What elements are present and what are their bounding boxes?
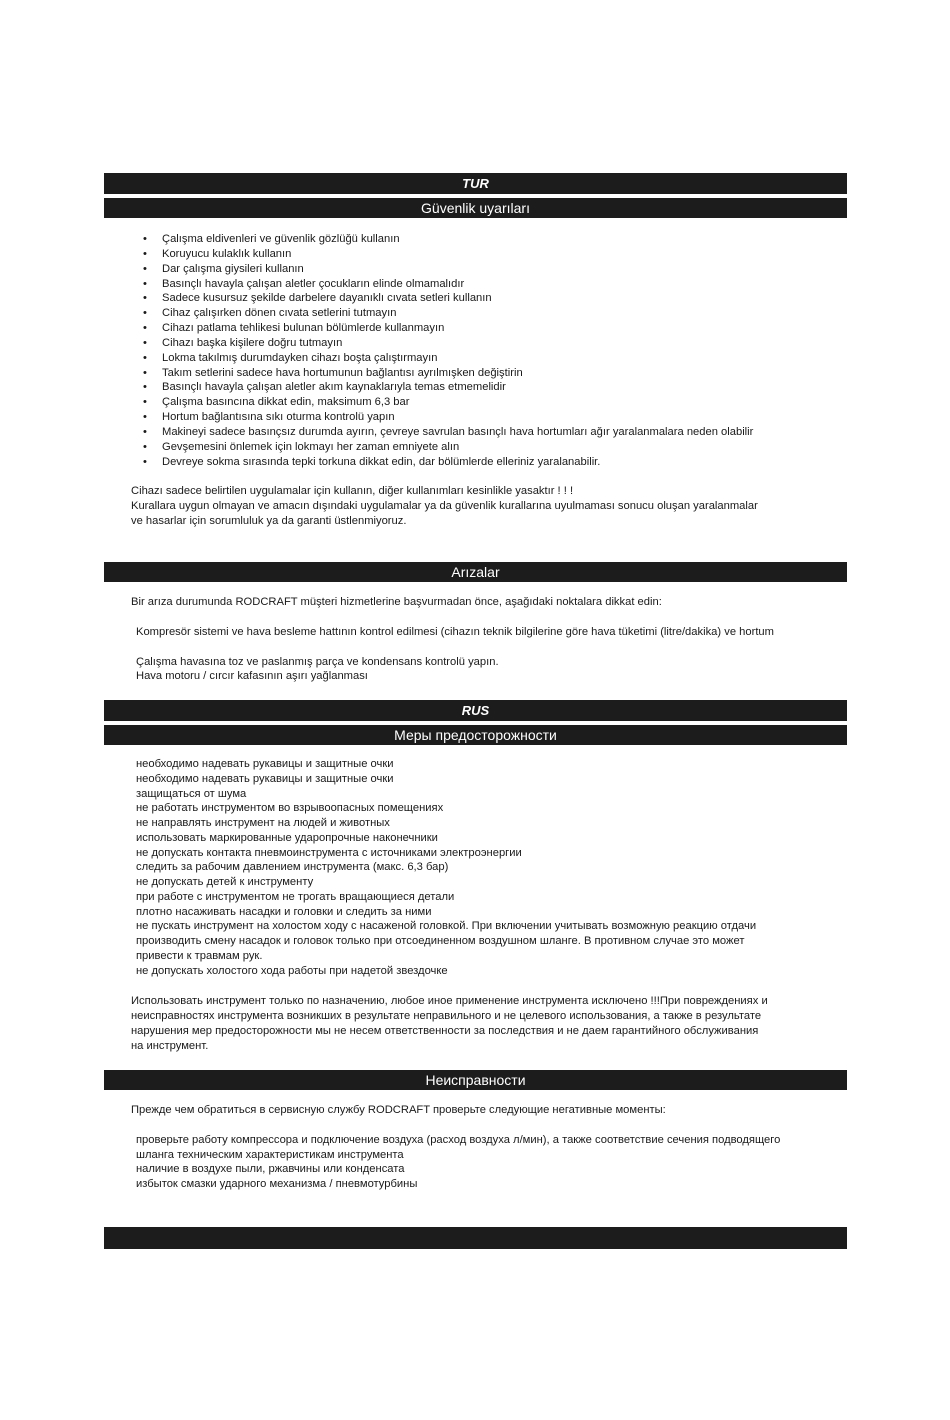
list-item: • Lokma takılmış durumdayken cihazı boşta çalıştırmayın — [143, 351, 753, 366]
rus-faults-heading: Неисправности — [425, 1072, 526, 1088]
tur-faults-check: Kompresör sistemi ve hava besleme hattının kontrol edilmesi (cihazın teknik bilgilerine göre hava tüketimi (litre/dakika) ve hortum — [136, 626, 774, 638]
list-item: • Koruyucu kulaklık kullanın — [143, 247, 753, 262]
tur-usage-note-line: Kurallara uygun olmayan ve amacın dışındaki uygulamalar ya da güvenlik kurallarına uyulmaması sonucu oluşan yaralanmalar — [131, 500, 758, 512]
list-item: производить смену насадок и головок только при отсоединенном воздушном шланге. В противном случае это может — [136, 935, 745, 947]
list-item: • Hortum bağlantısına sıkı oturma kontrolü yapın — [143, 410, 753, 425]
list-item: • Devreye sokma sırasında tepki torkuna dikkat edin, dar bölümlerde elleriniz yaralanabilir. — [143, 455, 753, 470]
list-item: не работать инструментом во взрывоопасных помещениях — [136, 802, 444, 815]
tur-safety-list — [143, 232, 753, 470]
rus-usage-note-line: на инструмент. — [131, 1040, 209, 1052]
list-item: защищаться от шума — [136, 787, 247, 800]
list-item: • Gevşemesini önlemek için lokmayı her zaman emniyete alın — [143, 440, 753, 455]
rus-usage-note-line: Использовать инструмент только по назначению, любое иное применение инструмента исключено !!!При повреждениях и — [131, 995, 768, 1007]
tur-safety-heading: Güvenlik uyarıları — [421, 200, 530, 216]
tur-faults-check: Hava motoru / cırcır kafasının aşırı yağlanması — [136, 670, 368, 682]
rus-safety-heading-bar — [104, 725, 847, 745]
tur-usage-note — [131, 484, 758, 529]
list-item: не допускать детей к инструменту — [136, 876, 314, 888]
tur-language-label: TUR — [462, 176, 489, 191]
rus-usage-note — [131, 994, 768, 1054]
rus-faults-intro: Прежде чем обратиться в сервисную службу RODCRAFT проверьте следующие негативные моменты: — [131, 1104, 666, 1116]
rus-safety-list — [136, 757, 756, 978]
rus-faults-check: проверьте работу компрессора и подключение воздуха (расход воздуха л/мин), а также соответствие сечения подводящего — [136, 1134, 781, 1146]
list-item: следить за рабочим давлением инструмента (макс. 6,3 бар) — [136, 861, 449, 874]
rus-faults-check: избыток смазки ударного механизма / пневмотурбины — [136, 1177, 418, 1190]
rus-faults-heading-bar — [104, 1070, 847, 1090]
list-item: необходимо надевать рукавицы и защитные очки — [136, 772, 394, 785]
list-item: • Basınçlı havayla çalışan aletler akım kaynaklarıyla temas etmemelidir — [143, 380, 753, 395]
list-item: • Makineyi sadece basınçsız durumda ayırın, çevreye savrulan basınçlı hava hortumları ağır yaralanmalara neden olabilir — [143, 425, 753, 440]
tur-usage-note-line: ve hasarlar için sorumluluk ya da garanti üstlenmiyoruz. — [131, 515, 407, 527]
tur-faults-heading-bar — [104, 562, 847, 582]
rus-faults-checks — [136, 1133, 780, 1191]
rus-language-label: RUS — [461, 703, 490, 718]
list-item: не направлять инструмент на людей и животных — [136, 817, 390, 829]
tur-safety-heading-bar — [104, 198, 847, 218]
tur-language-bar — [104, 173, 847, 194]
tur-faults-check: Çalışma havasına toz ve paslanmış parça ve kondensans kontrolü yapın. — [136, 656, 499, 668]
list-item: использовать маркированные ударопрочные наконечники — [136, 831, 438, 844]
list-item: • Dar çalışma giysileri kullanın — [143, 262, 753, 277]
tur-faults-heading: Arızalar — [451, 564, 500, 580]
list-item: • Çalışma eldivenleri ve güvenlik gözlüğü kullanın — [143, 232, 753, 247]
rus-usage-note-line: неисправностях инструмента возникших в результате неправильного и не целевого использования, а также в результате — [131, 1010, 762, 1022]
list-item: не допускать холостого хода работы при надетой звездочке — [136, 964, 448, 977]
rus-usage-note-line: нарушения мер предосторожности мы не несем ответственности за последствия и не даем гарантийного обслуживания — [131, 1025, 759, 1037]
list-item: • Cihazı patlama tehlikesi bulunan bölümlerde kullanmayın — [143, 321, 753, 336]
list-item: • Çalışma basıncına dikkat edin, maksimum 6,3 bar — [143, 395, 753, 410]
rus-faults-check: шланга техническим характеристикам инструмента — [136, 1148, 404, 1161]
list-item: • Basınçlı havayla çalışan aletler çocukların elinde olmamalıdır — [143, 277, 753, 292]
list-item: необходимо надевать рукавицы и защитные очки — [136, 758, 394, 770]
tur-faults-intro: Bir arıza durumunda RODCRAFT müşteri hizmetlerine başvurmadan önce, aşağıdaki noktalara dikkat edin: — [131, 596, 662, 608]
list-item: не пускать инструмент на холостом ходу с насаженой головкой. При включении учитывать возможную реакцию отдачи — [136, 920, 757, 933]
list-item: привести к травмам рук. — [136, 949, 263, 962]
list-item: • Cihazı başka kişilere doğru tutmayın — [143, 336, 753, 351]
list-item: плотно насаживать насадки и головки и следить за ними — [136, 905, 432, 918]
rus-safety-heading: Меры предосторожности — [394, 727, 557, 743]
footer-bar — [104, 1227, 847, 1249]
rus-language-bar — [104, 700, 847, 721]
tur-usage-note-line: Cihazı sadece belirtilen uygulamalar için kullanın, diğer kullanımları kesinlikle yasaktır ! ! ! — [131, 485, 574, 497]
list-item: • Takım setlerini sadece hava hortumunun bağlantısı ayrılmışken değiştirin — [143, 366, 753, 381]
list-item: при работе с инструментом не трогать вращающиеся детали — [136, 890, 455, 903]
list-item: • Cihaz çalışırken dönen cıvata setlerini tutmayın — [143, 306, 753, 321]
list-item: не допускать контакта пневмоинструмента с источниками электроэнергии — [136, 846, 522, 859]
rus-faults-check: наличие в воздухе пыли, ржавчины или конденсата — [136, 1163, 405, 1175]
list-item: • Sadece kusursuz şekilde darbelere dayanıklı cıvata setleri kullanın — [143, 291, 753, 306]
